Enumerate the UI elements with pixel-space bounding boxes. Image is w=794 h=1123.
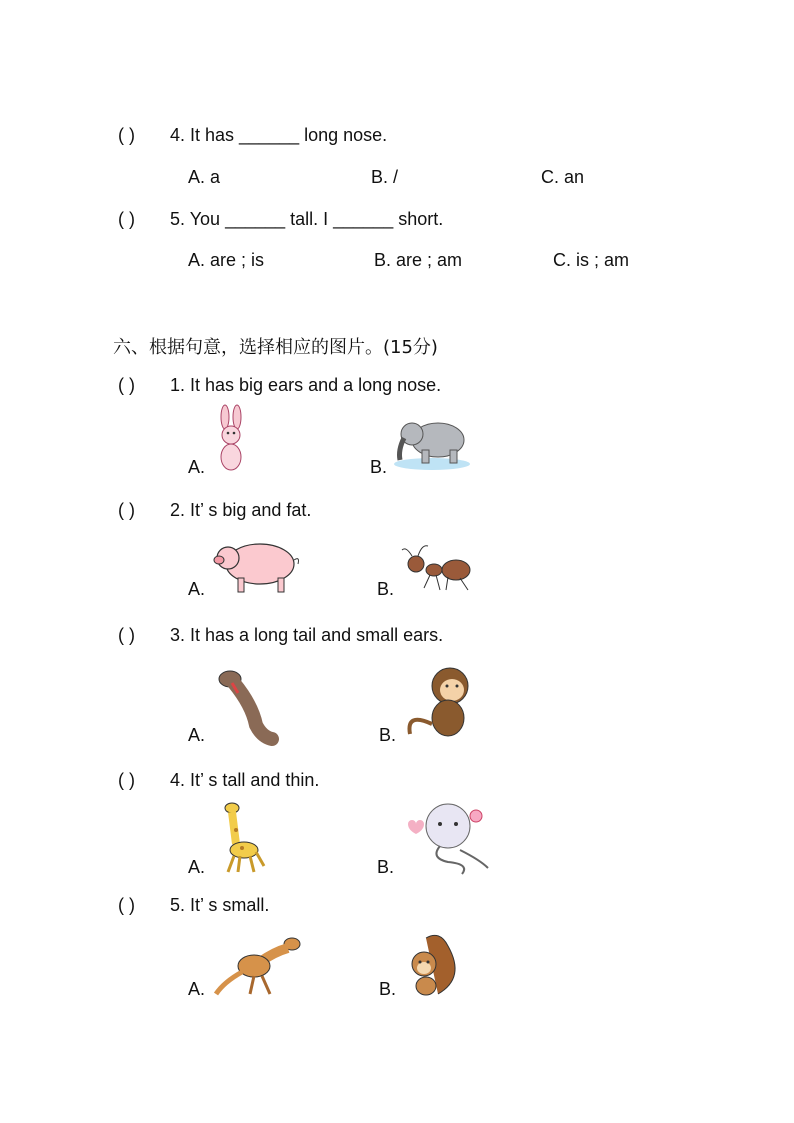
answer-blank[interactable]: ( ) [118,209,135,229]
answer-blank[interactable]: ( ) [118,500,135,520]
option-b: B. [379,979,397,999]
option-b: B. are ; am [374,250,463,270]
monkey-icon [402,662,474,744]
snake-icon [400,798,496,876]
question-text: 4. It has ______ long nose. [170,125,388,145]
elephant-icon [392,412,472,472]
giraffe-icon [212,800,268,876]
option-a: A. a [188,167,221,187]
option-b: B. [377,857,395,877]
option-a: A. [188,857,206,877]
option-b: B. / [371,167,399,187]
answer-blank[interactable]: ( ) [118,125,135,145]
answer-blank[interactable]: ( ) [118,375,135,395]
option-a: A. [188,725,206,745]
option-a: A. [188,579,206,599]
answer-blank[interactable]: ( ) [118,625,135,645]
dog-icon [212,665,278,745]
option-a: A. are ; is [188,250,265,270]
option-c: C. is ; am [553,250,630,270]
option-a: A. [188,979,206,999]
squirrel-icon [404,928,460,998]
question-text: 5. You ______ tall. I ______ short. [170,209,444,229]
option-b: B. [377,579,395,599]
section-heading: 六、根据句意，选择相应的图片。(15分) [113,337,438,358]
option-c: C. an [541,167,585,187]
rabbit-icon [210,405,252,475]
ant-icon [400,542,478,594]
option-a: A. [188,457,206,477]
question-text: 4. It’ s tall and thin. [170,770,320,790]
option-b: B. [370,457,388,477]
answer-blank[interactable]: ( ) [118,895,135,915]
kangaroo-icon [214,932,306,996]
pig-icon [212,536,302,596]
question-text: 3. It has a long tail and small ears. [170,625,444,645]
answer-blank[interactable]: ( ) [118,770,135,790]
question-text: 2. It’ s big and fat. [170,500,312,520]
option-b: B. [379,725,397,745]
question-text: 5. It’ s small. [170,895,270,915]
question-text: 1. It has big ears and a long nose. [170,375,442,395]
